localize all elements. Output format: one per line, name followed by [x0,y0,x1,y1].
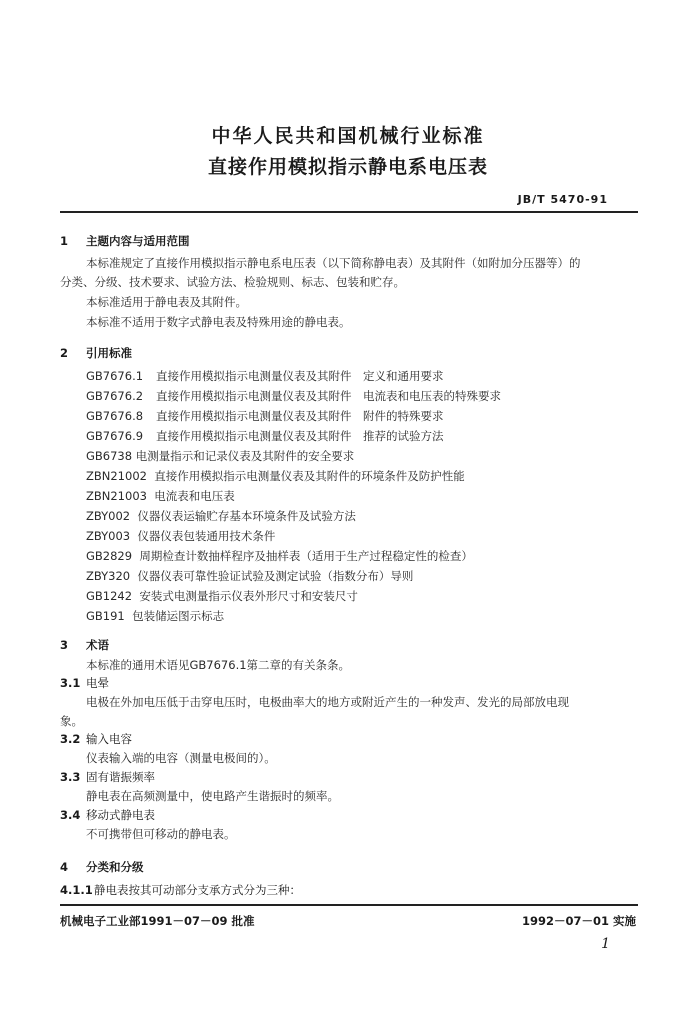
reference-code: GB7676.9 [86,429,144,443]
header-rule [60,211,638,213]
term-number: 3.2 [60,732,81,746]
term-3-4-definition: 不可携带但可移动的静电表。 [86,827,236,841]
reference-code: GB1242 [86,589,133,603]
reference-code: ZBY002 [86,509,131,523]
term-title: 输入电容 [86,732,132,746]
reference-title: 直接作用模拟指示电测量仪表及其附件的环境条件及防护性能 [154,469,465,483]
term-3-3-heading [60,769,155,785]
reference-title: 仪器仪表包装通用技术条件 [137,529,276,543]
section-number: 1 [60,234,69,248]
reference-item [86,488,235,504]
term-3-3-definition: 静电表在高频测量中，使电路产生谐振时的频率。 [86,789,339,803]
section-number: 3 [60,638,69,652]
term-3-2-definition: 仪表输入端的电容（测量电极间的）。 [86,751,276,765]
reference-item [86,368,444,384]
term-3-1-heading [60,675,109,691]
reference-title: 电流表和电压表 [154,489,235,503]
term-3-4-heading [60,807,155,823]
document-title: 中华人民共和国机械行业标准 [211,125,485,147]
clause-number: 4.1.1 [60,883,93,897]
reference-item [86,528,275,544]
reference-code: GB2829 [86,549,133,563]
section-title: 引用标准 [86,346,132,360]
term-number: 3.4 [60,808,81,822]
section-number: 2 [60,346,69,360]
reference-item [86,548,473,564]
section-1-para1-line2: 分类、分级、技术要求、试验方法、检验规则、标志、包装和贮存。 [60,275,405,289]
term-3-1-definition-line1: 电极在外加电压低于击穿电压时，电极曲率大的地方或附近产生的一种发声、发光的局部放电现 [86,695,569,709]
reference-item [86,388,501,404]
section-1-para2: 本标准适用于静电表及其附件。 [86,295,247,309]
section-title: 主题内容与适用范围 [86,234,190,248]
reference-code: GB191 [86,609,125,623]
clause-4-1-1 [60,882,301,898]
section-1-para3: 本标准不适用于数字式静电表及特殊用途的静电表。 [86,315,351,329]
reference-title: 电测量指示和记录仪表及其附件的安全要求 [135,449,355,463]
reference-code: GB7676.2 [86,389,144,403]
reference-title: 仪器仪表运输贮存基本环境条件及试验方法 [137,509,356,523]
section-1-para1-line1: 本标准规定了直接作用模拟指示静电系电压表（以下简称静电表）及其附件（如附加分压器等）的 [86,256,581,270]
reference-item [86,428,444,444]
reference-title: 直接作用模拟指示电测量仪表及其附件 定义和通用要求 [156,369,444,383]
term-number: 3.1 [60,676,81,690]
term-title: 电晕 [86,676,109,690]
reference-title: 仪器仪表可靠性验证试验及测定试验（指数分布）导则 [137,569,414,583]
page-number: 1 [601,936,610,952]
reference-item [86,568,413,584]
standard-number: JB/T 5470-91 [517,193,608,206]
approval-statement: 机械电子工业部1991－07－09 批准 [60,914,255,928]
reference-item [86,448,354,464]
reference-title: 包装储运图示标志 [132,609,225,623]
section-3-heading [60,637,109,653]
section-2-heading [60,345,132,361]
section-1-heading [60,233,190,249]
reference-code: ZBN21002 [86,469,147,483]
reference-title: 周期检查计数抽样程序及抽样表（适用于生产过程稳定性的检查） [139,549,473,563]
footer-rule [60,904,638,906]
section-3-intro: 本标准的通用术语见GB7676.1第二章的有关条条。 [86,658,351,672]
term-3-1-definition-line2: 象。 [60,714,83,728]
reference-title: 直接作用模拟指示电测量仪表及其附件 电流表和电压表的特殊要求 [156,389,501,403]
reference-item [86,588,358,604]
implementation-date: 1992－07－01 实施 [521,914,636,928]
reference-title: 直接作用模拟指示电测量仪表及其附件 推荐的试验方法 [156,429,444,443]
document-subtitle: 直接作用模拟指示静电系电压表 [207,156,488,178]
reference-item [86,468,465,484]
section-number: 4 [60,860,69,874]
clause-text: 静电表按其可动部分支承方式分为三种： [94,883,301,897]
term-title: 固有谐振频率 [86,770,155,784]
reference-item [86,508,356,524]
reference-code: GB6738 [86,449,133,463]
term-3-2-heading [60,731,132,747]
reference-code: ZBY320 [86,569,131,583]
section-4-heading [60,859,144,875]
reference-title: 直接作用模拟指示电测量仪表及其附件 附件的特殊要求 [156,409,444,423]
reference-item [86,408,444,424]
reference-item [86,608,224,624]
section-title: 术语 [86,638,109,652]
reference-code: ZBY003 [86,529,131,543]
reference-code: GB7676.1 [86,369,144,383]
term-number: 3.3 [60,770,81,784]
reference-code: GB7676.8 [86,409,144,423]
term-title: 移动式静电表 [86,808,155,822]
reference-code: ZBN21003 [86,489,147,503]
section-title: 分类和分级 [86,860,144,874]
reference-title: 安装式电测量指示仪表外形尺寸和安装尺寸 [139,589,358,603]
